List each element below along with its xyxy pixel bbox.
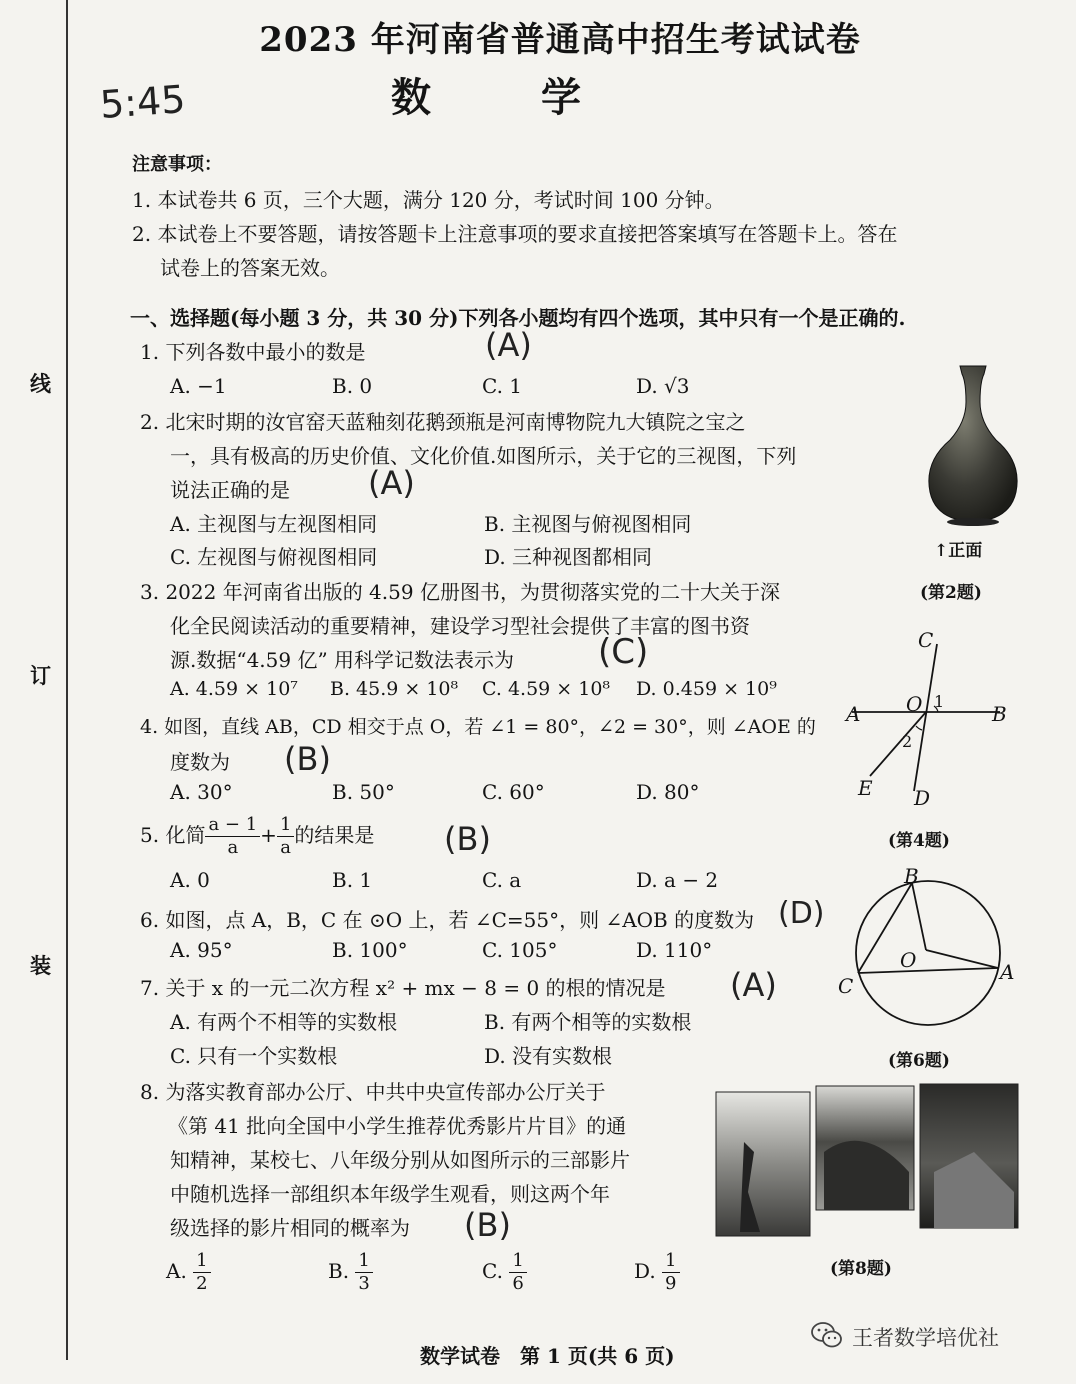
- q8-option-a-den: 2: [196, 1273, 208, 1294]
- q8-handwritten-answer: (B): [464, 1206, 511, 1244]
- q1-option-a: A. −1: [170, 374, 227, 398]
- q3-stem-1: 3. 2022 年河南省出版的 4.59 亿册图书，为贯彻落实党的二十大关于深: [140, 580, 780, 604]
- q4-option-c: C. 60°: [482, 780, 545, 804]
- q8-option-d-num: 1: [662, 1252, 679, 1273]
- q8-option-b-den: 3: [358, 1273, 370, 1294]
- q5-plus: +: [260, 823, 277, 847]
- figure-2-caption: (第2题): [920, 583, 982, 603]
- q7-option-d: D. 没有实数根: [484, 1044, 613, 1068]
- q8-option-d-den: 9: [665, 1273, 677, 1294]
- q8-option-b-num: 1: [355, 1252, 372, 1273]
- q5-stem: [140, 816, 374, 857]
- q8-option-a-letter: A.: [166, 1259, 187, 1283]
- notice-heading: 注意事项：: [132, 154, 222, 175]
- q1-stem: 1. 下列各数中最小的数是: [140, 340, 366, 364]
- q5-stem-pre: 5. 化简: [140, 823, 206, 847]
- figure-6-label-o: O: [900, 948, 917, 972]
- q7-stem: 7. 关于 x 的一元二次方程 x² + mx − 8 = 0 的根的情况是: [140, 976, 666, 1000]
- q8-option-d-letter: D.: [634, 1259, 656, 1283]
- q3-option-d: D. 0.459 × 10⁹: [636, 678, 777, 700]
- binding-line: [66, 0, 68, 1360]
- figure-6-circle: [846, 878, 1016, 1028]
- q8-option-c-den: 6: [512, 1273, 524, 1294]
- q8-option-c: [482, 1252, 527, 1293]
- q7-option-b: B. 有两个相等的实数根: [484, 1010, 692, 1034]
- q3-stem-2: 化全民阅读活动的重要精神，建设学习型社会提供了丰富的图书资: [170, 614, 750, 638]
- q5-fraction-1: [205, 816, 260, 857]
- q6-option-d: D. 110°: [636, 938, 713, 962]
- q5-option-c: C. a: [482, 868, 522, 892]
- q7-option-c: C. 只有一个实数根: [170, 1044, 338, 1068]
- q4-option-a: A. 30°: [170, 780, 233, 804]
- figure-6-caption: (第6题): [888, 1051, 950, 1071]
- q3-handwritten-answer: (C): [598, 632, 649, 672]
- q5-fraction-2-num: 1: [277, 816, 294, 837]
- side-mark-staple: 装: [30, 953, 51, 978]
- figure-4-label-b: B: [992, 702, 1007, 726]
- q3-option-a: A. 4.59 × 10⁷: [170, 678, 298, 700]
- wechat-icon: [810, 1318, 844, 1352]
- figure-2-front-label: ↑正面: [934, 541, 983, 561]
- q8-option-c-num: 1: [509, 1252, 526, 1273]
- side-mark-line: 线: [30, 371, 51, 396]
- q8-stem-2: 《第 41 批向全国中小学生推荐优秀影片片目》的通: [168, 1114, 627, 1138]
- figure-6-label-c: C: [838, 974, 854, 998]
- q5-fraction-2: [277, 816, 294, 857]
- figure-4-caption: (第4题): [888, 831, 950, 851]
- notice-item-2: 2. 本试卷上不要答题，请按答题卡上注意事项的要求直接把答案填写在答题卡上。答在: [132, 222, 898, 246]
- q4-option-b: B. 50°: [332, 780, 395, 804]
- exam-title: 2023 年河南省普通高中招生考试试卷: [259, 20, 861, 60]
- handwritten-time: 5:45: [98, 77, 187, 127]
- q2-handwritten-answer: (A): [368, 464, 415, 502]
- q6-handwritten-answer: (D): [778, 896, 825, 931]
- figure-4-label-a: A: [846, 702, 861, 726]
- q4-option-d: D. 80°: [636, 780, 700, 804]
- q8-option-c-letter: C.: [482, 1259, 503, 1283]
- q8-stem-3: 知精神，某校七、八年级分别从如图所示的三部影片: [170, 1148, 630, 1172]
- q2-option-c: C. 左视图与俯视图相同: [170, 545, 378, 569]
- side-mark-bind: 订: [30, 663, 51, 688]
- q3-stem-3: 源.数据“4.59 亿” 用科学记数法表示为: [170, 648, 515, 672]
- q6-option-b: B. 100°: [332, 938, 408, 962]
- q5-stem-post: 的结果是: [294, 823, 375, 847]
- figure-2-vase-image: [918, 362, 1028, 532]
- figure-6-label-a: A: [1000, 960, 1015, 984]
- q1-option-c: C. 1: [482, 374, 523, 398]
- q2-option-b: B. 主视图与俯视图相同: [484, 512, 692, 536]
- q3-option-b: B. 45.9 × 10⁸: [330, 678, 459, 700]
- q3-option-c: C. 4.59 × 10⁸: [482, 678, 611, 700]
- q8-option-b-letter: B.: [328, 1259, 350, 1283]
- q2-stem-2: 一，具有极高的历史价值、文化价值.如图所示，关于它的三视图，下列: [170, 444, 797, 468]
- q4-stem-1: 4. 如图，直线 AB，CD 相交于点 O，若 ∠1 = 80°，∠2 = 30°，则 ∠AOE 的: [140, 716, 816, 738]
- q5-fraction-1-den: a: [227, 837, 239, 858]
- q8-option-a: [166, 1252, 211, 1293]
- q8-option-a-num: 1: [193, 1252, 210, 1273]
- watermark-text: 王者数学培优社: [852, 1326, 999, 1350]
- q6-option-c: C. 105°: [482, 938, 558, 962]
- q2-stem-1: 2. 北宋时期的汝官窑天蓝釉刻花鹅颈瓶是河南博物院九大镇院之宝之: [140, 410, 746, 434]
- q5-fraction-1-num: a − 1: [205, 816, 260, 837]
- figure-8-caption: (第8题): [830, 1259, 892, 1279]
- section-1-heading: 一、选择题(每小题 3 分，共 30 分)下列各小题均有四个选项，其中只有一个是正确的.: [130, 306, 906, 330]
- figure-4-label-e: E: [858, 776, 873, 800]
- q5-option-a: A. 0: [170, 868, 210, 892]
- figure-4-label-c: C: [918, 628, 934, 652]
- exam-subject: 数 学: [391, 74, 629, 121]
- notice-item-2-cont: 试卷上的答案无效。: [160, 256, 340, 280]
- q7-handwritten-answer: (A): [730, 966, 777, 1004]
- q4-handwritten-answer: (B): [284, 740, 331, 778]
- q1-handwritten-answer: (A): [485, 326, 532, 364]
- notice-item-1: 1. 本试卷共 6 页，三个大题，满分 120 分，考试时间 100 分钟。: [132, 188, 725, 212]
- q2-stem-3: 说法正确的是: [170, 478, 290, 502]
- q8-option-b: [328, 1252, 373, 1293]
- q6-stem: 6. 如图，点 A，B，C 在 ⊙O 上，若 ∠C=55°，则 ∠AOB 的度数为: [140, 908, 755, 932]
- q8-stem-1: 8. 为落实教育部办公厅、中共中央宣传部办公厅关于: [140, 1080, 606, 1104]
- figure-8-movie-posters: [714, 1082, 1020, 1238]
- q8-option-d: [634, 1252, 680, 1293]
- q5-option-b: B. 1: [332, 868, 373, 892]
- q4-stem-2: 度数为: [170, 750, 230, 774]
- q8-stem-4: 中随机选择一部组织本年级学生观看，则这两个年: [170, 1182, 610, 1206]
- q1-option-b: B. 0: [332, 374, 373, 398]
- q2-option-d: D. 三种视图都相同: [484, 545, 653, 569]
- figure-4-label-2: 2: [902, 732, 913, 751]
- page-footer: 数学试卷 第 1 页(共 6 页): [420, 1344, 675, 1368]
- figure-4-label-1: 1: [934, 692, 945, 711]
- q2-option-a: A. 主视图与左视图相同: [170, 512, 378, 536]
- q1-option-d: D. √3: [636, 374, 690, 398]
- q5-option-d: D. a − 2: [636, 868, 719, 892]
- figure-6-label-b: B: [904, 864, 919, 888]
- figure-4-label-d: D: [914, 786, 931, 810]
- q8-stem-5: 级选择的影片相同的概率为: [170, 1216, 410, 1240]
- q7-option-a: A. 有两个不相等的实数根: [170, 1010, 398, 1034]
- q6-option-a: A. 95°: [170, 938, 233, 962]
- q5-handwritten-answer: (B): [444, 820, 491, 858]
- figure-4-label-o: O: [906, 692, 923, 716]
- q5-fraction-2-den: a: [280, 837, 292, 858]
